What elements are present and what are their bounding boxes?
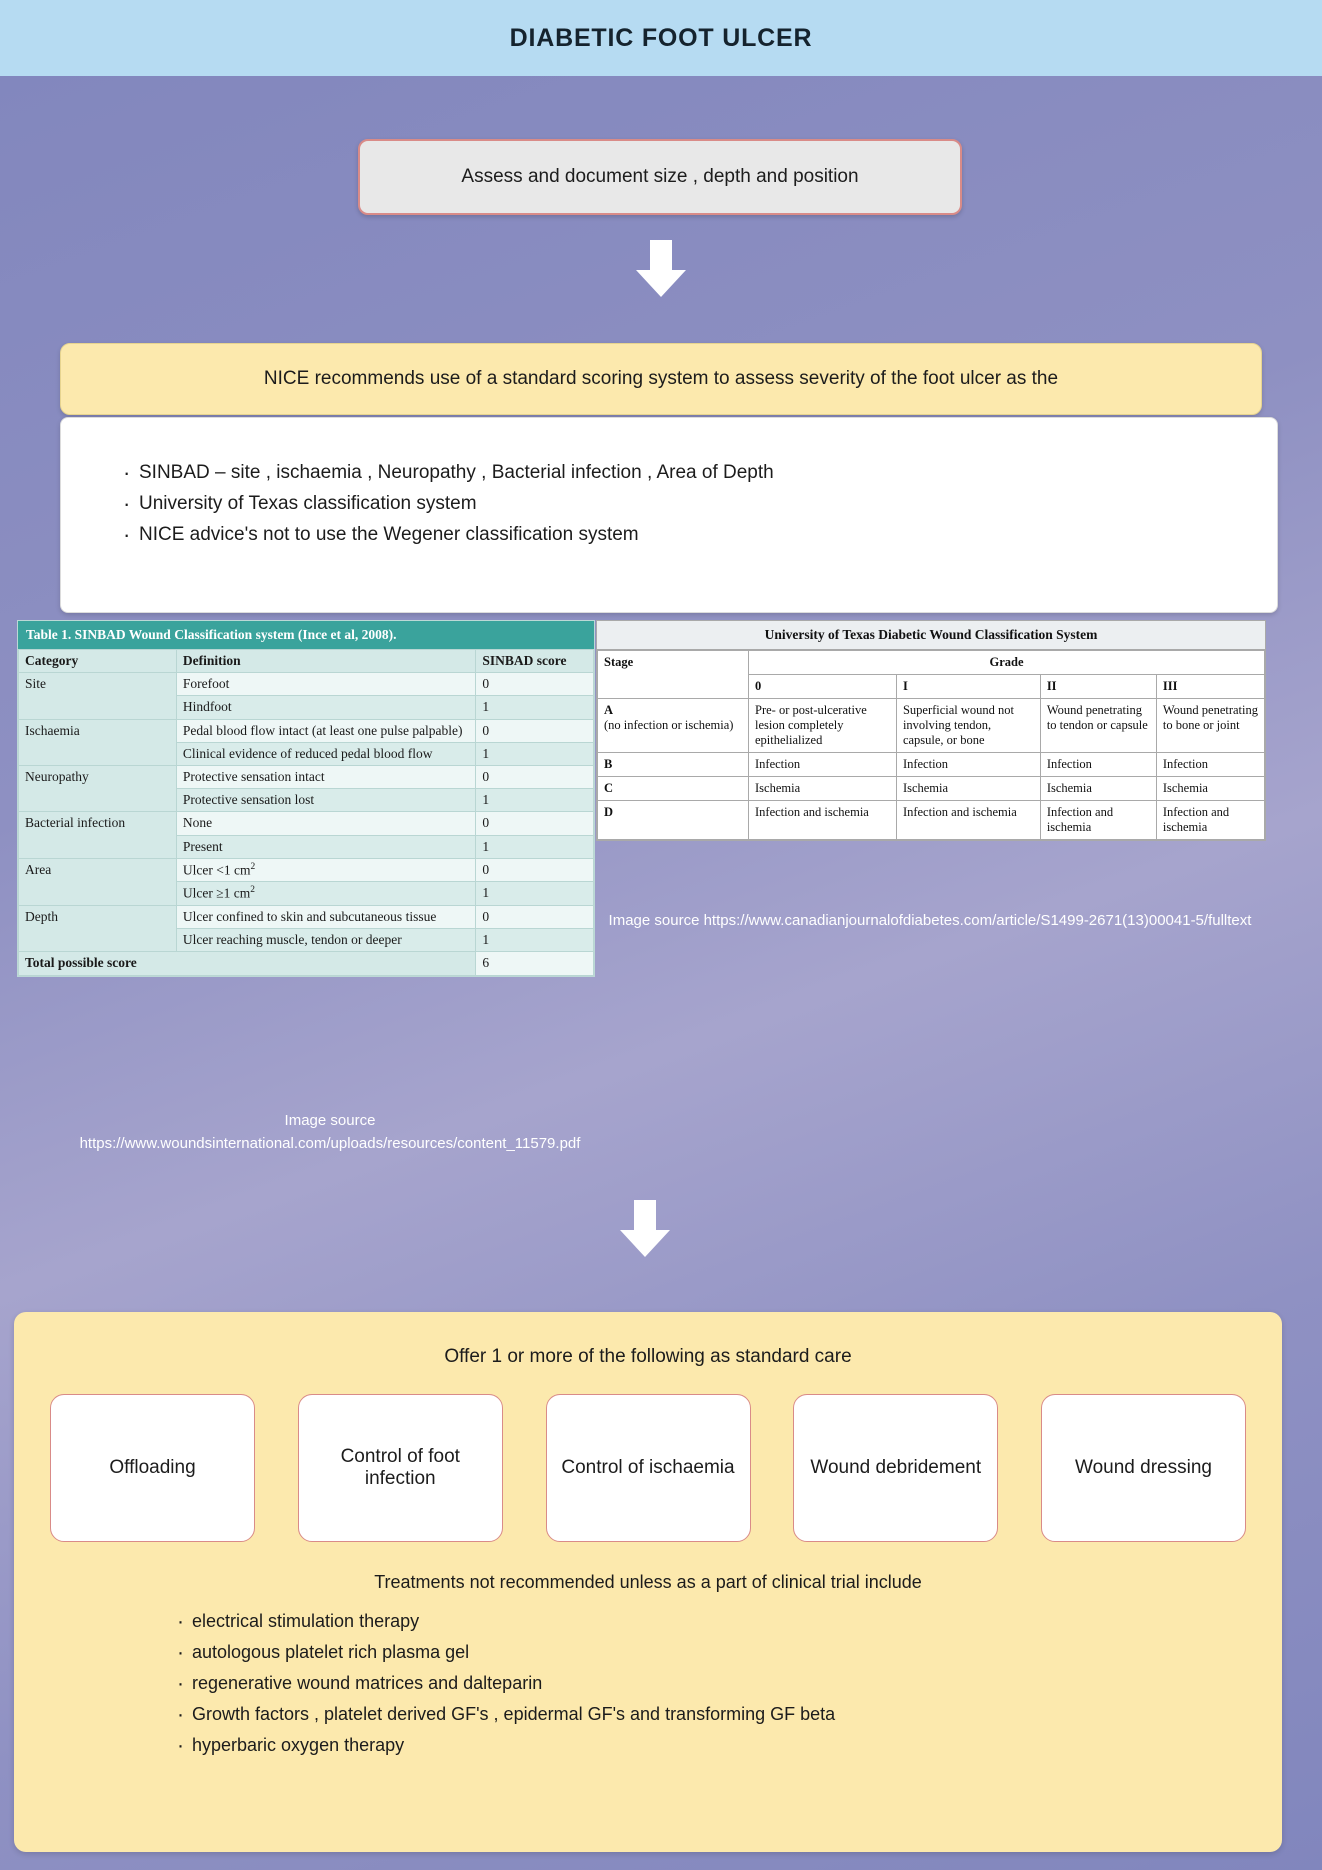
cell-grade-0: Infection and ischemia <box>749 801 897 840</box>
page-title: DIABETIC FOOT ULCER <box>509 23 813 52</box>
assess-step-box <box>358 139 962 215</box>
not-recommended-title: Treatments not recommended unless as a part of clinical trial include <box>374 1572 922 1592</box>
cell-score: 1 <box>476 835 594 858</box>
cell-definition: Pedal blood flow intact (at least one pulse palpable) <box>176 719 476 742</box>
cell-grade-0: Infection <box>749 753 897 777</box>
list-item: · NICE advice's not to use the Wegener classification system <box>139 524 1277 546</box>
stage-sub: (no infection or ischemia) <box>604 718 734 732</box>
table-row <box>598 777 1265 801</box>
cell-score: 1 <box>476 929 594 952</box>
arrow-down-icon-1 <box>634 240 688 298</box>
table-row <box>19 858 594 882</box>
list-item: · University of Texas classification system <box>139 493 1277 515</box>
table-row <box>598 801 1265 840</box>
care-card-ischaemia[interactable]: Control of ischaemia <box>546 1394 751 1542</box>
cell-score: 0 <box>476 858 594 882</box>
cell-score: 1 <box>476 789 594 812</box>
grade-header-0: 0 <box>749 675 897 699</box>
list-item: · electrical stimulation therapy <box>192 1611 1282 1632</box>
table-row <box>19 719 594 742</box>
total-score: 6 <box>476 952 594 975</box>
cell-grade-3: Wound penetrating to bone or joint <box>1156 699 1264 753</box>
cell-score: 0 <box>476 765 594 788</box>
table-row <box>598 699 1265 753</box>
cell-grade-0: Pre- or post-ulcerative lesion completely epithelialized <box>749 699 897 753</box>
cell-definition: Ulcer confined to skin and subcutaneous tissue <box>176 906 476 929</box>
cell-category: Depth <box>19 906 177 952</box>
nice-recommendation-label: NICE recommends use of a standard scoring system to assess severity of the foot ulcer as the <box>263 368 1059 389</box>
cell-score: 0 <box>476 719 594 742</box>
not-recommended-list <box>14 1611 1282 1756</box>
cell-grade-2: Infection <box>1040 753 1156 777</box>
arrow-down-icon-2 <box>618 1200 672 1258</box>
cell-grade-1: Superficial wound not involving tendon, capsule, or bone <box>896 699 1040 753</box>
column-header-category: Category <box>19 650 177 673</box>
grade-header-3: III <box>1156 675 1264 699</box>
care-card-foot-infection[interactable]: Control of foot infection <box>298 1394 503 1542</box>
sinbad-image-source <box>0 1110 660 1155</box>
list-item: · autologous platelet rich plasma gel <box>192 1642 1282 1663</box>
sinbad-table-caption: Table 1. SINBAD Wound Classification system (Ince et al, 2008). <box>18 621 594 649</box>
cell-definition: Hindfoot <box>176 696 476 719</box>
stage-letter: A <box>604 703 614 717</box>
cell-category: Site <box>19 673 177 719</box>
table-row <box>19 673 594 696</box>
sinbad-image-source-label: Image source <box>284 1112 376 1129</box>
cell-grade-3: Infection and ischemia <box>1156 801 1264 840</box>
ut-image-source: Image source https://www.canadianjournalofdiabetes.com/article/S1499-2671(13)00041-5/fulltext <box>608 912 1252 929</box>
total-label: Total possible score <box>19 952 476 975</box>
page-header <box>0 0 1322 76</box>
cell-definition: Ulcer reaching muscle, tendon or deeper <box>176 929 476 952</box>
cell-grade-1: Ischemia <box>896 777 1040 801</box>
care-card-offloading[interactable]: Offloading <box>50 1394 255 1542</box>
standard-care-title: Offer 1 or more of the following as standard care <box>444 1346 852 1367</box>
table-row <box>19 812 594 835</box>
cell-definition: None <box>176 812 476 835</box>
table-row <box>598 753 1265 777</box>
ut-table-caption: University of Texas Diabetic Wound Classification System <box>597 621 1265 650</box>
table-total-row <box>19 952 594 975</box>
cell-definition: Ulcer <1 $cm^2$ <box>176 858 476 882</box>
nice-recommendation-box <box>60 343 1262 415</box>
cell-grade-2: Ischemia <box>1040 777 1156 801</box>
cell-score: 1 <box>476 882 594 906</box>
assess-step-label: Assess and document size , depth and position <box>461 166 859 187</box>
cell-score: 0 <box>476 673 594 696</box>
cell-definition: Forefoot <box>176 673 476 696</box>
cell-grade-3: Infection <box>1156 753 1264 777</box>
cell-category: Ischaemia <box>19 719 177 765</box>
cell-category: Area <box>19 858 177 905</box>
cell-grade-2: Infection and ischemia <box>1040 801 1156 840</box>
grade-header-1: I <box>896 675 1040 699</box>
cell-definition: Clinical evidence of reduced pedal blood flow <box>176 742 476 765</box>
cell-definition: Protective sensation intact <box>176 765 476 788</box>
cell-score: 0 <box>476 812 594 835</box>
cell-definition: Protective sensation lost <box>176 789 476 812</box>
cell-category: Bacterial infection <box>19 812 177 858</box>
column-header-score: SINBAD score <box>476 650 594 673</box>
cell-definition: Present <box>176 835 476 858</box>
cell-definition: Ulcer ≥1 $cm^2$ <box>176 882 476 906</box>
column-header-stage: Stage <box>598 651 749 699</box>
sinbad-image-source-url: https://www.woundsinternational.com/uploads/resources/content_11579.pdf <box>79 1134 581 1152</box>
cell-stage: C <box>598 777 749 801</box>
cell-grade-2: Wound penetrating to tendon or capsule <box>1040 699 1156 753</box>
cell-score: 1 <box>476 742 594 765</box>
care-card-dressing[interactable]: Wound dressing <box>1041 1394 1246 1542</box>
cell-category: Neuropathy <box>19 765 177 811</box>
cell-grade-1: Infection <box>896 753 1040 777</box>
cell-stage: B <box>598 753 749 777</box>
cell-grade-3: Ischemia <box>1156 777 1264 801</box>
cell-stage <box>598 699 749 753</box>
list-item: · regenerative wound matrices and dalteparin <box>192 1673 1282 1694</box>
grade-header-2: II <box>1040 675 1156 699</box>
column-header-grade: Grade <box>749 651 1265 675</box>
standard-care-cards <box>14 1368 1282 1542</box>
list-item: · hyperbaric oxygen therapy <box>192 1735 1282 1756</box>
university-of-texas-table <box>596 620 1266 841</box>
cell-grade-1: Infection and ischemia <box>896 801 1040 840</box>
table-header-row <box>19 650 594 673</box>
standard-care-panel <box>14 1312 1282 1852</box>
cell-stage: D <box>598 801 749 840</box>
list-item: · Growth factors , platelet derived GF's , epidermal GF's and transforming GF beta <box>192 1704 1282 1725</box>
scoring-systems-list <box>61 462 1277 546</box>
column-header-definition: Definition <box>176 650 476 673</box>
list-item: · SINBAD – site , ischaemia , Neuropathy , Bacterial infection , Area of Depth <box>139 462 1277 484</box>
table-header-row <box>598 651 1265 675</box>
table-row <box>19 906 594 929</box>
table-row <box>19 765 594 788</box>
sinbad-table <box>17 620 595 977</box>
scoring-systems-box <box>60 417 1278 613</box>
ut-table-grid <box>597 650 1265 840</box>
cell-score: 1 <box>476 696 594 719</box>
cell-grade-0: Ischemia <box>749 777 897 801</box>
care-card-debridement[interactable]: Wound debridement <box>793 1394 998 1542</box>
cell-score: 0 <box>476 906 594 929</box>
sinbad-table-grid <box>18 649 594 976</box>
